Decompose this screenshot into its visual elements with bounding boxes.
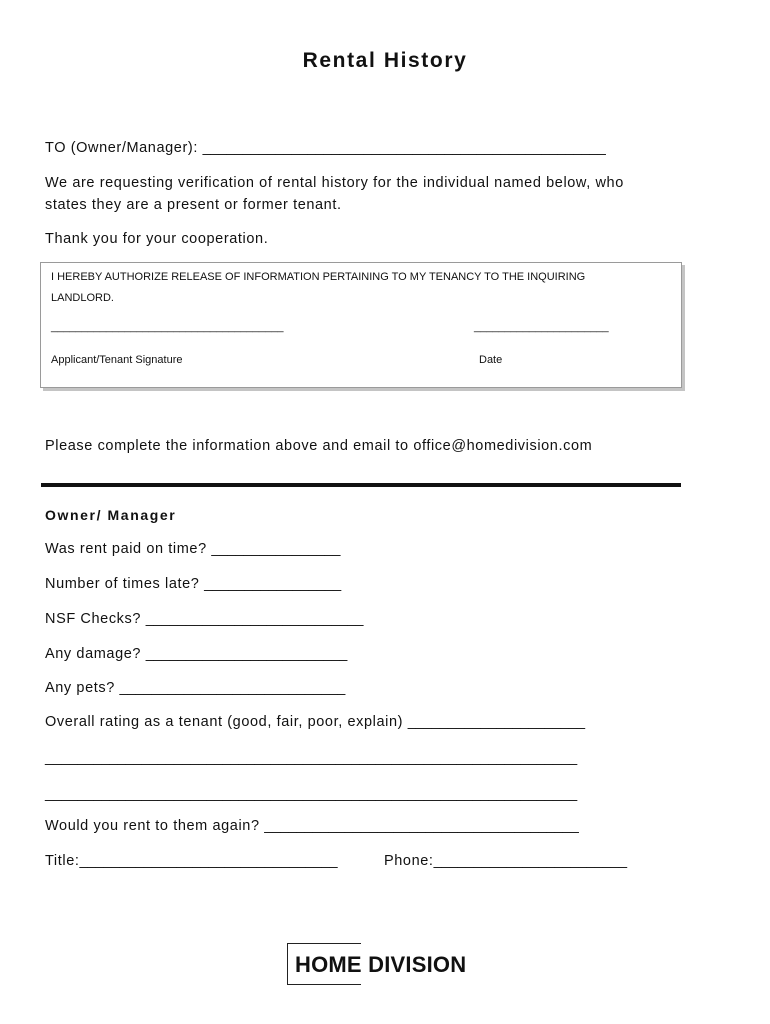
- page-title: Rental History: [302, 49, 468, 72]
- overall-rating-field[interactable]: ______________________: [407, 714, 586, 730]
- rent-on-time-field[interactable]: ________________: [211, 541, 341, 557]
- to-owner-line: [45, 140, 606, 156]
- question-label: NSF Checks?: [45, 611, 142, 627]
- authorization-text: I HEREBY AUTHORIZE RELEASE OF INFORMATION PERTAINING TO MY TENANCY TO THE INQUIRING LANDLORD.: [51, 271, 586, 304]
- date-field[interactable]: ______________________: [474, 321, 609, 333]
- explain-line-1[interactable]: __________________________________________________________________: [45, 750, 578, 766]
- question-label: Number of times late?: [45, 576, 200, 592]
- logo-text: HOME DIVISION: [295, 952, 467, 977]
- home-division-logo: [287, 943, 487, 985]
- owner-manager-heading: Owner/ Manager: [45, 507, 177, 523]
- to-owner-label: TO (Owner/Manager):: [45, 140, 198, 156]
- times-late-field[interactable]: _________________: [204, 576, 342, 592]
- intro-line-2: states they are a present or former tenant.: [45, 197, 342, 213]
- question-rent-again: [45, 818, 579, 834]
- explain-line-2[interactable]: __________________________________________________________________: [45, 786, 578, 802]
- phone-field-row: [384, 853, 627, 869]
- phone-field[interactable]: ________________________: [433, 853, 628, 869]
- question-nsf-checks: [45, 611, 363, 627]
- date-label: Date: [479, 354, 503, 366]
- signature-label: Applicant/Tenant Signature: [51, 354, 183, 366]
- title-field-row: [45, 853, 338, 869]
- damage-field[interactable]: _________________________: [145, 646, 348, 662]
- phone-label: Phone:: [384, 853, 434, 869]
- rent-again-field[interactable]: _______________________________________: [264, 818, 579, 834]
- question-label: Any damage?: [45, 646, 142, 662]
- pets-field[interactable]: ____________________________: [119, 680, 346, 696]
- question-damage: [45, 646, 347, 662]
- question-overall-rating: [45, 714, 585, 730]
- question-pets: [45, 680, 345, 696]
- title-label: Title:: [45, 853, 80, 869]
- authorization-box: [40, 262, 682, 388]
- to-owner-field[interactable]: __________________________________________________: [202, 140, 606, 156]
- intro-line-1: We are requesting verification of rental history for the individual named below, who: [45, 175, 624, 191]
- question-times-late: [45, 576, 341, 592]
- question-label: Any pets?: [45, 680, 115, 696]
- instructions-text: Please complete the information above and email to office@homedivision.com: [45, 438, 593, 454]
- section-divider: [41, 483, 681, 487]
- thank-you-text: Thank you for your cooperation.: [45, 231, 269, 247]
- question-label: Overall rating as a tenant (good, fair, poor, explain): [45, 714, 404, 730]
- question-rent-on-time: [45, 541, 340, 557]
- title-field[interactable]: ________________________________: [79, 853, 338, 869]
- question-label: Would you rent to them again?: [45, 818, 260, 834]
- question-label: Was rent paid on time?: [45, 541, 207, 557]
- signature-field[interactable]: ______________________________________: [51, 321, 284, 333]
- nsf-checks-field[interactable]: ___________________________: [145, 611, 364, 627]
